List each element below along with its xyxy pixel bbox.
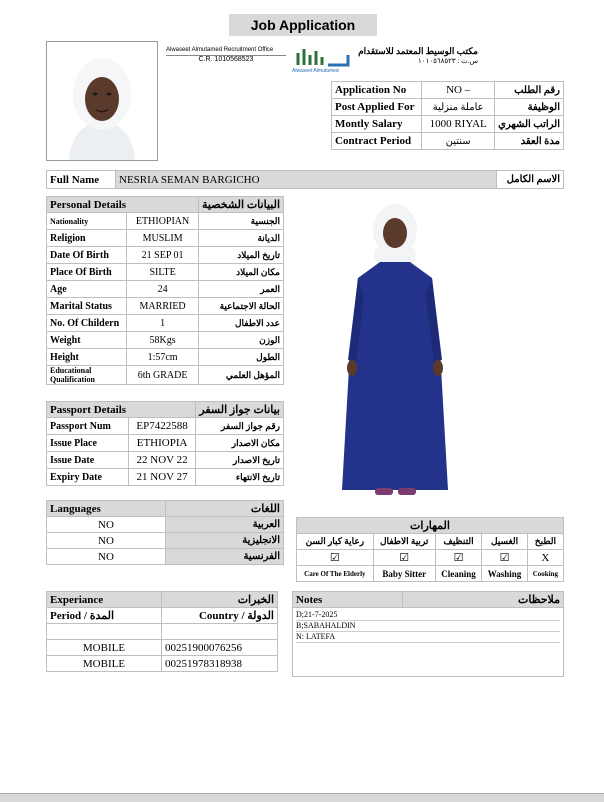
language-value: NO <box>47 549 166 565</box>
post-applied-label-ar: الوظيفة <box>495 99 564 116</box>
personal-value: 1 <box>127 315 199 332</box>
personal-label: Height <box>47 349 127 366</box>
salary-label-ar: الراتب الشهري <box>495 116 564 133</box>
application-no-label-ar: رقم الطلب <box>495 82 564 99</box>
notes-body <box>293 608 564 677</box>
personal-label: Marital Status <box>47 298 127 315</box>
passport-value: 21 NOV 27 <box>128 469 195 486</box>
experience-country: 00251978318938 <box>162 656 278 672</box>
passport-photo <box>46 41 158 161</box>
languages-header-ar: اللغات <box>166 501 284 517</box>
personal-label-ar: مكان الميلاد <box>199 264 284 281</box>
personal-value: 24 <box>127 281 199 298</box>
contract-period-value: سنتين <box>422 133 495 150</box>
language-label-ar: الانجليزية <box>166 533 284 549</box>
skill-label-ar: رعاية كبار السن <box>297 534 374 550</box>
experience-header: Experiance <box>47 592 162 608</box>
passport-details-table <box>46 401 284 486</box>
personal-label: Religion <box>47 230 127 247</box>
skill-checkbox: ☑ <box>297 550 374 566</box>
note-line: D;21-7-2025 <box>296 610 560 621</box>
passport-value: ETHIOPIA <box>128 435 195 452</box>
experience-header-ar: الخبرات <box>162 592 278 608</box>
passport-label: Issue Place <box>47 435 129 452</box>
passport-row <box>47 452 284 469</box>
skill-label-ar: الطبخ <box>527 534 563 550</box>
experience-col-country: Country / الدولة <box>162 608 278 624</box>
skill-checkbox: ☑ <box>373 550 435 566</box>
personal-value: 58Kgs <box>127 332 199 349</box>
skill-checkbox: X <box>527 550 563 566</box>
passport-row <box>47 435 284 452</box>
personal-label: Nationality <box>47 213 127 230</box>
passport-row <box>47 469 284 486</box>
language-row <box>47 549 284 565</box>
skill-checkbox: ☑ <box>482 550 527 566</box>
passport-details-header: Passport Details <box>47 402 196 418</box>
personal-details-table <box>46 196 284 385</box>
office-logo: Alwaseet Almutamed <box>292 45 352 75</box>
skill-label-ar: التنظيف <box>435 534 482 550</box>
passport-label-ar: مكان الاصدار <box>196 435 284 452</box>
passport-label: Issue Date <box>47 452 129 469</box>
experience-row <box>47 640 278 656</box>
skill-label-en: Cleaning <box>435 566 482 582</box>
personal-row <box>47 298 284 315</box>
passport-label: Expiry Date <box>47 469 129 486</box>
personal-row <box>47 281 284 298</box>
passport-details-header-ar: بيانات جواز السفر <box>196 402 284 418</box>
experience-row <box>47 656 278 672</box>
personal-label: Weight <box>47 332 127 349</box>
personal-row <box>47 366 284 385</box>
personal-row <box>47 349 284 366</box>
personal-row <box>47 264 284 281</box>
personal-label: No. Of Childern <box>47 315 127 332</box>
language-value: NO <box>47 533 166 549</box>
languages-header: Languages <box>47 501 166 517</box>
application-no-label: Application No <box>332 82 422 99</box>
personal-value: 21 SEP 01 <box>127 247 199 264</box>
notes-header: Notes <box>293 592 403 608</box>
full-name-label-ar: الاسم الكامل <box>497 171 564 189</box>
skill-label-ar: تربية الاطفال <box>373 534 435 550</box>
language-row <box>47 533 284 549</box>
skill-label-en: Care Of The Elderly <box>297 566 374 582</box>
application-no-value: NO – <box>422 82 495 99</box>
experience-period: MOBILE <box>47 640 162 656</box>
full-name-row <box>46 170 564 189</box>
personal-label: Date Of Birth <box>47 247 127 264</box>
personal-label: Place Of Birth <box>47 264 127 281</box>
personal-label: Age <box>47 281 127 298</box>
experience-country: 00251900076256 <box>162 640 278 656</box>
personal-label-ar: الطول <box>199 349 284 366</box>
salary-value: 1000 RIYAL <box>422 116 495 133</box>
full-body-photo <box>320 200 470 505</box>
contract-period-label-ar: مدة العقد <box>495 133 564 150</box>
skill-label-en: Washing <box>482 566 527 582</box>
language-row <box>47 517 284 533</box>
skills-table <box>296 517 564 582</box>
post-applied-value: عاملة منزلية <box>422 99 495 116</box>
personal-label-ar: الحالة الاجتماعية <box>199 298 284 315</box>
experience-period: MOBILE <box>47 656 162 672</box>
application-table <box>331 81 564 150</box>
skills-header: المهارات <box>297 518 564 534</box>
passport-value: 22 NOV 22 <box>128 452 195 469</box>
personal-label-ar: الجنسية <box>199 213 284 230</box>
languages-table <box>46 500 284 565</box>
contract-period-label: Contract Period <box>332 133 422 150</box>
personal-label-ar: المؤهل العلمي <box>199 366 284 385</box>
personal-details-header-ar: البيانات الشخصية <box>199 197 284 213</box>
passport-label-ar: تاريخ الاصدار <box>196 452 284 469</box>
note-line: B;SABAHALDIN <box>296 621 560 632</box>
full-name-label: Full Name <box>47 171 116 189</box>
notes-table <box>292 591 564 677</box>
passport-label: Passport Num <box>47 418 129 435</box>
personal-value: 1:57cm <box>127 349 199 366</box>
personal-details-header: Personal Details <box>47 197 199 213</box>
salary-label: Montly Salary <box>332 116 422 133</box>
personal-label: Educational Qualification <box>47 366 127 385</box>
personal-value: 6th GRADE <box>127 366 199 385</box>
skill-label-en: Cooking <box>527 566 563 582</box>
personal-value: SILTE <box>127 264 199 281</box>
personal-label-ar: عدد الاطفال <box>199 315 284 332</box>
personal-label-ar: تاريخ الميلاد <box>199 247 284 264</box>
personal-value: MARRIED <box>127 298 199 315</box>
language-value: NO <box>47 517 166 533</box>
personal-row <box>47 315 284 332</box>
experience-table <box>46 591 278 672</box>
experience-col-period: Period / المدة <box>47 608 162 624</box>
personal-row <box>47 230 284 247</box>
personal-row <box>47 213 284 230</box>
skill-label-en: Baby Sitter <box>373 566 435 582</box>
personal-value: ETHIOPIAN <box>127 213 199 230</box>
passport-label-ar: تاريخ الانتهاء <box>196 469 284 486</box>
post-applied-label: Post Applied For <box>332 99 422 116</box>
skill-label-ar: الغسيل <box>482 534 527 550</box>
notes-header-ar: ملاحظات <box>402 592 563 608</box>
skill-checkbox: ☑ <box>435 550 482 566</box>
personal-value: MUSLIM <box>127 230 199 247</box>
office-name-en: Alwaseet Almutamed Recruitment Office C.R. 1010568523 <box>166 47 286 63</box>
full-name-value: NESRIA SEMAN BARGICHO <box>116 171 497 189</box>
page-title: Job Application <box>229 14 377 36</box>
language-label-ar: الفرنسية <box>166 549 284 565</box>
office-name-ar: مكتب الوسيط المعتمد للاستقدام س.ت : ١٠١٠٥٦٨٥٢٣ <box>358 46 478 65</box>
personal-label-ar: العمر <box>199 281 284 298</box>
note-line: N: LATEFA <box>296 632 560 643</box>
passport-value: EP7422588 <box>128 418 195 435</box>
personal-label-ar: الديانة <box>199 230 284 247</box>
personal-row <box>47 332 284 349</box>
language-label-ar: العربية <box>166 517 284 533</box>
passport-row <box>47 418 284 435</box>
passport-label-ar: رقم جواز السفر <box>196 418 284 435</box>
personal-label-ar: الوزن <box>199 332 284 349</box>
personal-row <box>47 247 284 264</box>
